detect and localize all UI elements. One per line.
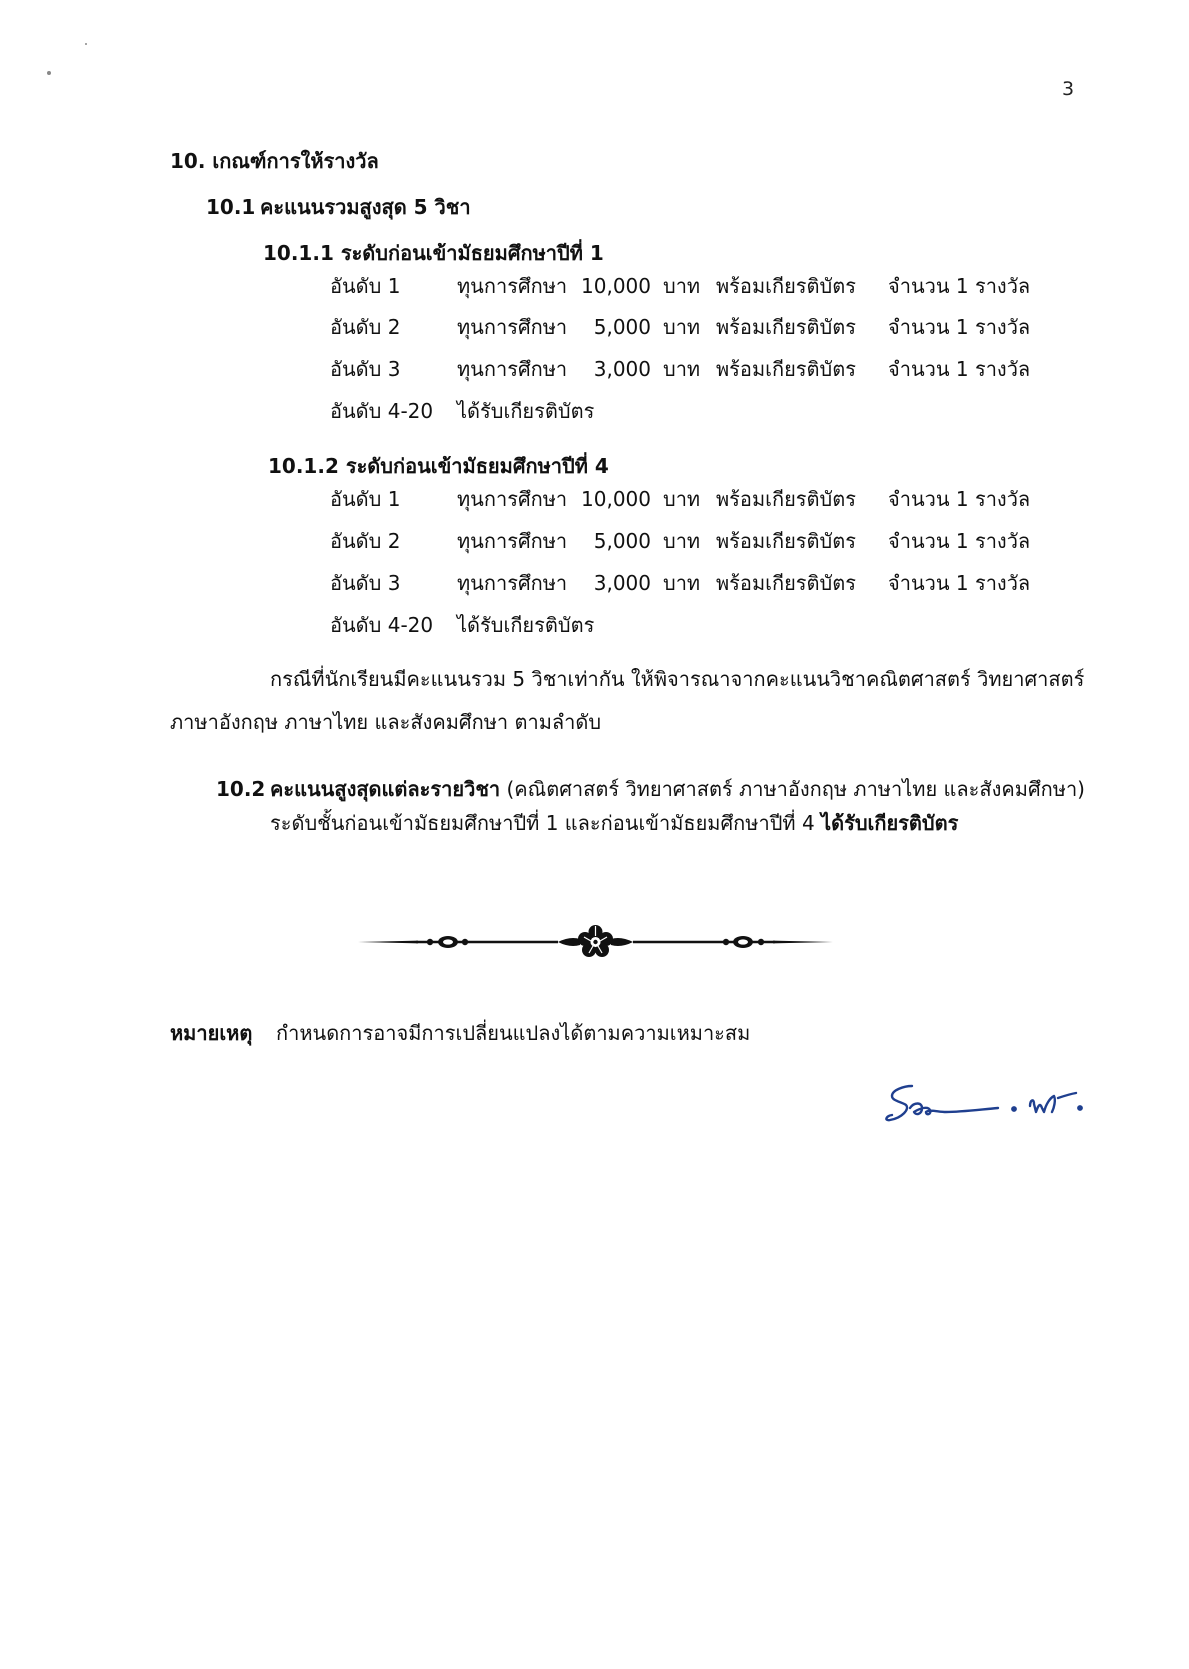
note-text: กำหนดการอาจมีการเปลี่ยนแปลงได้ตามความเหมาะสม bbox=[276, 1021, 751, 1045]
subsection-number: 10.1 bbox=[206, 195, 256, 219]
amount: 3,000 bbox=[593, 357, 651, 381]
rank: อันดับ 4-20 bbox=[330, 613, 434, 637]
currency: บาท bbox=[663, 529, 701, 553]
quantity: จำนวน 1 รางวัล bbox=[888, 315, 1031, 339]
subsection-10-2-line1 bbox=[270, 776, 1085, 802]
subsection-title: คะแนนรวมสูงสุด 5 วิชา bbox=[260, 195, 471, 219]
currency: บาท bbox=[663, 571, 701, 595]
quantity: จำนวน 1 รางวัล bbox=[888, 274, 1031, 298]
currency: บาท bbox=[663, 487, 701, 511]
section-title: 10. เกณฑ์การให้รางวัล bbox=[170, 149, 379, 173]
currency: บาท bbox=[663, 357, 701, 381]
page-number: 3 bbox=[1062, 78, 1075, 100]
award-type: ได้รับเกียรติบัตร bbox=[457, 399, 595, 423]
award-type: ทุนการศึกษา bbox=[457, 487, 568, 511]
currency: บาท bbox=[663, 274, 701, 298]
quantity: จำนวน 1 รางวัล bbox=[888, 529, 1031, 553]
certificate: พร้อมเกียรติบัตร bbox=[716, 357, 856, 381]
paragraph-line: ภาษาอังกฤษ ภาษาไทย และสังคมศึกษา ตามลำดับ bbox=[170, 710, 602, 734]
subsection-10-1-2-title: 10.1.2 ระดับก่อนเข้ามัธยมศึกษาปีที่ 4 bbox=[268, 454, 609, 478]
grade-levels: ระดับชั้นก่อนเข้ามัธยมศึกษาปีที่ 1 และก่อนเข้ามัธยมศึกษาปีที่ 4 bbox=[270, 811, 822, 835]
amount: 5,000 bbox=[593, 315, 651, 339]
ornament-divider-icon bbox=[358, 925, 833, 959]
subsection-number: 10.2 bbox=[216, 777, 266, 801]
rank: อันดับ 4-20 bbox=[330, 399, 434, 423]
amount: 5,000 bbox=[593, 529, 651, 553]
quantity: จำนวน 1 รางวัล bbox=[888, 571, 1031, 595]
quantity: จำนวน 1 รางวัล bbox=[888, 487, 1031, 511]
subsection-title: คะแนนสูงสุดแต่ละรายวิชา bbox=[270, 777, 501, 801]
subsection-10-1-1-title: 10.1.1 ระดับก่อนเข้ามัธยมศึกษาปีที่ 1 bbox=[263, 241, 604, 265]
subsection-10-2-line2 bbox=[270, 810, 958, 836]
amount: 10,000 bbox=[581, 274, 651, 298]
award-type: ได้รับเกียรติบัตร bbox=[457, 613, 595, 637]
rank: อันดับ 1 bbox=[330, 274, 401, 298]
scan-speck bbox=[47, 71, 51, 75]
signature-icon bbox=[880, 1078, 1090, 1130]
award-type: ทุนการศึกษา bbox=[457, 315, 568, 339]
award-type: ทุนการศึกษา bbox=[457, 274, 568, 298]
award-type: ทุนการศึกษา bbox=[457, 571, 568, 595]
certificate: พร้อมเกียรติบัตร bbox=[716, 315, 856, 339]
note-label: หมายเหตุ bbox=[170, 1021, 253, 1045]
currency: บาท bbox=[663, 315, 701, 339]
rank: อันดับ 3 bbox=[330, 571, 401, 595]
certificate: พร้อมเกียรติบัตร bbox=[716, 529, 856, 553]
subject-list: (คณิตศาสตร์ วิทยาศาสตร์ ภาษาอังกฤษ ภาษาไทย และสังคมศึกษา) bbox=[500, 777, 1085, 801]
amount: 3,000 bbox=[593, 571, 651, 595]
certificate: พร้อมเกียรติบัตร bbox=[716, 274, 856, 298]
award-certificate: ได้รับเกียรติบัตร bbox=[821, 811, 959, 835]
award-type: ทุนการศึกษา bbox=[457, 529, 568, 553]
award-type: ทุนการศึกษา bbox=[457, 357, 568, 381]
rank: อันดับ 3 bbox=[330, 357, 401, 381]
certificate: พร้อมเกียรติบัตร bbox=[716, 487, 856, 511]
certificate: พร้อมเกียรติบัตร bbox=[716, 571, 856, 595]
quantity: จำนวน 1 รางวัล bbox=[888, 357, 1031, 381]
rank: อันดับ 2 bbox=[330, 529, 401, 553]
paragraph-line: กรณีที่นักเรียนมีคะแนนรวม 5 วิชาเท่ากัน ให้พิจารณาจากคะแนนวิชาคณิตศาสตร์ วิทยาศาสตร์ bbox=[270, 667, 1085, 691]
amount: 10,000 bbox=[581, 487, 651, 511]
scan-speck bbox=[85, 43, 87, 45]
rank: อันดับ 1 bbox=[330, 487, 401, 511]
rank: อันดับ 2 bbox=[330, 315, 401, 339]
